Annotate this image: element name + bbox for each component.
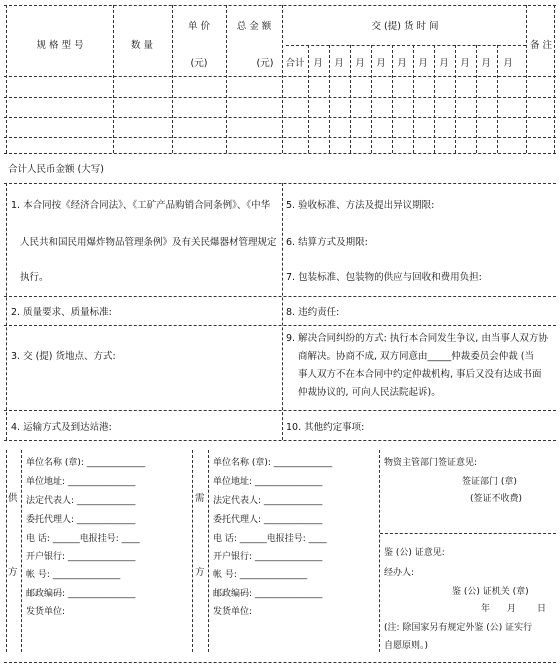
vrule-left [6, 5, 7, 153]
header-total-amount: 总 金 额 [236, 21, 272, 32]
rule-header-bottom [4, 76, 556, 77]
buyer-side-suffix: 方 [195, 567, 205, 578]
header-unit-price: 单 价 [187, 21, 211, 32]
supplier-address: 单位地址: _______________ [26, 477, 136, 487]
notary-office: 鉴 (公) 证机关 (章) [452, 587, 529, 597]
rule-row4 [4, 153, 556, 154]
buyer-agent: 委托代理人: _____________ [213, 515, 323, 525]
date-day: 日 [537, 604, 547, 614]
note-line-1: (注: 除国家另有规定外鉴 (公) 证实行 [384, 623, 533, 633]
vrule-clause-mid [282, 183, 283, 440]
clause-1-line-2: 人民共和国民用爆炸物品管理条例》及有关民爆器材管理规定 [20, 237, 277, 248]
clause-6: 6. 结算方式及期限: [286, 237, 368, 248]
vrule-buyer-label [208, 450, 209, 652]
rule-clause-4 [4, 440, 556, 441]
vrule-m6 [413, 45, 414, 153]
supplier-account: 帐 号: _______________ [26, 570, 121, 580]
vrule-m10 [497, 45, 498, 153]
supplier-ship-unit: 发货单位: [26, 607, 66, 617]
vrule-price [226, 5, 227, 153]
supplier-side-suffix: 方 [8, 567, 18, 578]
header-remarks: 备 注 [529, 40, 553, 51]
header-month-10: 月 [503, 58, 513, 69]
clause-7: 7. 包装标准、包装物的供应与回收和费用负担: [286, 272, 482, 283]
header-month-5: 月 [397, 58, 407, 69]
clause-9-line-3: 事人双方不在本合同中约定仲裁机构, 事后又没有达成书面 [298, 369, 542, 380]
clause-9-line-4: 仲裁协议的, 可向人民法院起诉)。 [298, 387, 441, 398]
clause-9-line-1: 9. 解决合同纠纷的方式: 执行本合同发生争议, 由当事人双方协 [286, 333, 548, 344]
clause-1-line-1: 1. 本合同按《经济合同法》、《工矿产品购销合同条例》、《中华 [11, 200, 271, 211]
header-month-9: 月 [481, 58, 491, 69]
visa-dept: 签证部门 (章) [462, 477, 517, 487]
buyer-ship-unit: 发货单位: [213, 607, 253, 617]
clause-8: 8. 违约责任: [286, 307, 340, 318]
vrule-m2 [329, 45, 330, 153]
supplier-legal-rep: 法定代表人: _____________ [26, 496, 136, 506]
vrule-m8 [455, 45, 456, 153]
clause-2: 2. 质量要求、质量标准: [11, 307, 112, 318]
rule-total [4, 183, 556, 184]
vrule-right [554, 5, 555, 153]
header-total: 合计 [285, 58, 305, 69]
buyer-phone: 电 话: ______电报挂号: ____ [213, 534, 327, 544]
header-month-6: 月 [418, 58, 428, 69]
supplier-phone: 电 话: ______电报挂号: ____ [26, 534, 140, 544]
rule-clause-3 [4, 410, 556, 411]
vrule-spec [113, 5, 114, 153]
supplier-postcode: 邮政编码: _______________ [26, 589, 136, 599]
buyer-side-label: 需 [195, 493, 205, 504]
header-month-2: 月 [334, 58, 344, 69]
vrule-buyer-end [379, 450, 380, 652]
header-month-4: 月 [376, 58, 386, 69]
buyer-name: 单位名称 (章): _____________ [213, 458, 333, 468]
vrule-supplier-end [192, 450, 193, 652]
vrule-clause-left [6, 183, 7, 440]
vrule-m4 [371, 45, 372, 153]
header-spec-model: 规 格 型 号 [36, 40, 84, 51]
header-delivery-time: 交 (提) 货 时 间 [371, 21, 439, 32]
clause-1-line-3: 执行。 [20, 272, 49, 283]
rule-approval-mid [380, 533, 556, 534]
supplier-agent: 委托代理人: _____________ [26, 515, 136, 525]
vrule-m9 [476, 45, 477, 153]
clause-3: 3. 交 (提) 货地点、方式: [11, 351, 116, 362]
header-month-7: 月 [439, 58, 449, 69]
buyer-address: 单位地址: _______________ [213, 477, 323, 487]
handler: 经办人: [384, 568, 415, 578]
rule-clause-1 [4, 296, 556, 297]
supervisor-opinion: 物资主管部门签证意见: [384, 458, 478, 468]
total-rmb-label: 合计人民币金额 (大写) [8, 164, 104, 175]
clause-9-line-2: 商解决。协商不成, 双方同意由_____仲裁委员会仲裁 (当 [298, 351, 535, 362]
buyer-bank: 开户银行: _______________ [213, 552, 323, 562]
buyer-account: 帐 号: _______________ [213, 570, 308, 580]
supplier-side-label: 供 [8, 493, 18, 504]
supplier-bank: 开户银行: _______________ [26, 552, 136, 562]
rule-bottom [4, 662, 556, 663]
header-total-amount-unit: (元) [256, 58, 274, 69]
rule-row2 [4, 117, 556, 118]
vrule-m5 [392, 45, 393, 153]
rule-clause-2 [4, 325, 556, 326]
rule-top [4, 5, 556, 6]
rule-row1 [4, 97, 556, 98]
header-month-1: 月 [313, 58, 323, 69]
rule-row3 [4, 137, 556, 138]
vrule-amount [282, 5, 283, 153]
header-quantity: 数 量 [130, 40, 154, 51]
rule-header-mid [286, 45, 526, 46]
supplier-name: 单位名称 (章): _____________ [26, 458, 146, 468]
clause-10: 10. 其他约定事项: [286, 422, 365, 433]
vrule-qty [172, 5, 173, 153]
buyer-postcode: 邮政编码: _______________ [213, 589, 323, 599]
header-unit-price-unit: (元) [190, 58, 208, 69]
note-line-2: 自愿原则。) [384, 641, 429, 651]
buyer-legal-rep: 法定代表人: _____________ [213, 496, 323, 506]
clause-4: 4. 运输方式及到达站港: [11, 422, 112, 433]
vrule-supplier-label [21, 450, 22, 652]
vrule-remarks [526, 5, 527, 153]
visa-free: (签证不收费) [470, 494, 523, 504]
clause-5: 5. 验收标准、方法及提出异议期限: [286, 200, 435, 211]
date-year: 年 [481, 604, 491, 614]
vrule-party-left [6, 450, 7, 652]
date-month: 月 [507, 604, 517, 614]
vrule-m7 [434, 45, 435, 153]
vrule-m1 [308, 45, 309, 153]
header-month-3: 月 [355, 58, 365, 69]
header-month-8: 月 [460, 58, 470, 69]
notary-opinion: 鉴 (公) 证意见: [384, 548, 445, 558]
vrule-m3 [350, 45, 351, 153]
